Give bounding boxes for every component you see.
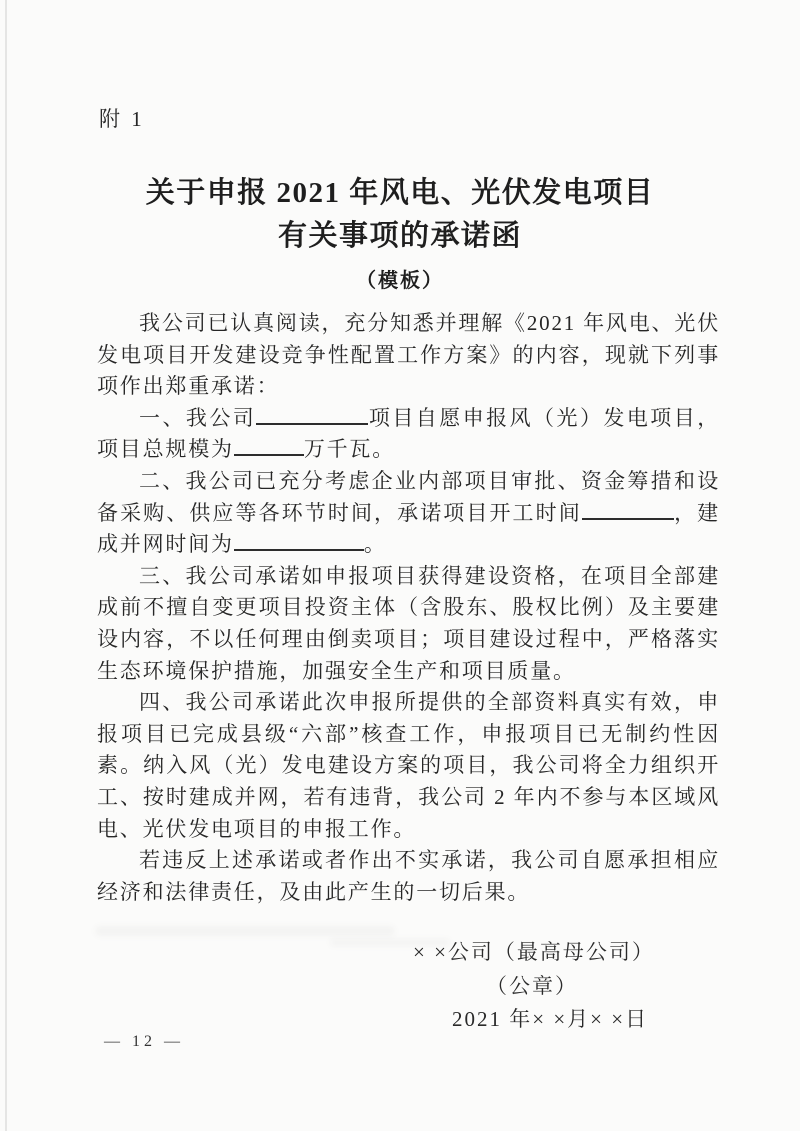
blank-underline	[582, 498, 674, 520]
paragraph-text: ，建成并网时间为	[97, 500, 720, 557]
scan-edge-artifact	[5, 0, 7, 1131]
paragraph-text: 万千瓦。	[303, 437, 396, 462]
blank-underline	[256, 403, 368, 425]
paragraph-item-2	[97, 466, 720, 561]
page-number: — 12 —	[104, 1033, 184, 1050]
signature-company: × ×公司（最高母公司）	[413, 940, 655, 964]
paragraph-text: 一、我公司	[139, 405, 257, 430]
paragraph-item-1	[97, 403, 720, 466]
document-title	[0, 172, 800, 293]
blank-underline	[234, 434, 304, 456]
document-title-line-2: 有关事项的承诺函	[277, 220, 522, 252]
attachment-label: 附 1	[99, 107, 145, 131]
scan-smudge-artifact	[95, 926, 395, 936]
paragraph-closing: 若违反上述承诺或者作出不实承诺，我公司自愿承担相应经济和法律责任，及由此产生的一切后果。	[97, 848, 720, 904]
document-title-line-1: 关于申报 2021 年风电、光伏发电项目	[145, 177, 655, 209]
paragraph-text: 项目自愿申报风（光）发电项目，项目总规模为	[97, 405, 720, 462]
paragraph-intro: 我公司已认真阅读，充分知悉并理解《2021 年风电、光伏发电项目开发建设竞争性配置工作方案》的内容，现就下列事项作出郑重承诺：	[97, 311, 720, 399]
paragraph-text: 。	[363, 532, 387, 557]
signature-seal: （公章）	[486, 974, 578, 998]
signature-date: 2021 年× ×月× ×日	[452, 1007, 649, 1031]
document-body	[97, 308, 720, 908]
document-subtitle: （模板）	[356, 270, 444, 292]
paragraph-item-3: 三、我公司承诺如申报项目获得建设资格，在项目全部建成前不擅自变更项目投资主体（含股东、股权比例）及主要建设内容，不以任何理由倒卖项目；项目建设过程中，严格落实生态环境保护措施，加强安全生产和项目质量。	[97, 563, 720, 683]
blank-underline	[234, 529, 364, 551]
paragraph-item-4: 四、我公司承诺此次申报所提供的全部资料真实有效，申报项目已完成县级“六部”核查工作，申报项目已无制约性因素。纳入风（光）发电建设方案的项目，我公司将全力组织开工、按时建成并网，若有违背，我公司 2 年内不参与本区域风电、光伏发电项目的申报工作。	[97, 690, 720, 841]
paragraph-text: 二、我公司已充分考虑企业内部项目审批、资金筹措和设备采购、供应等各环节时间，承诺项目开工时间	[97, 468, 720, 525]
